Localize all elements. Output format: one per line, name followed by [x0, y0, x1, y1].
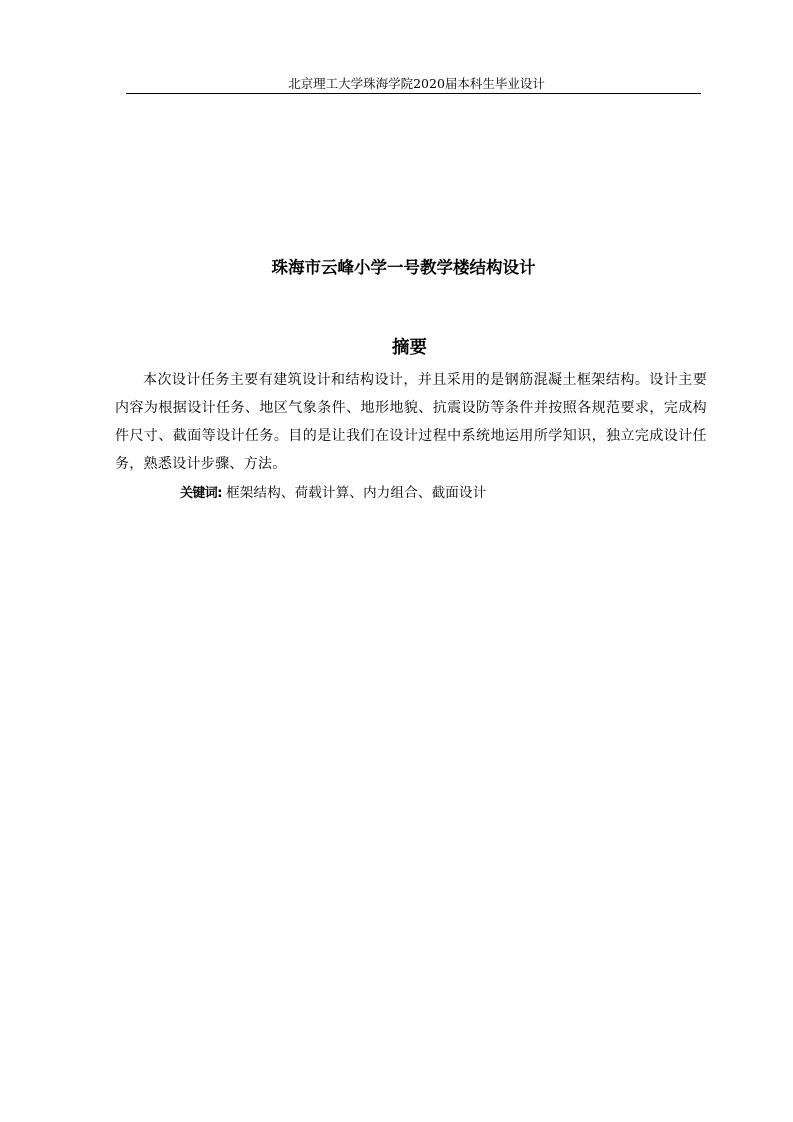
- page-header-text: 北京理工大学珠海学院2020届本科生毕业设计: [288, 76, 545, 91]
- document-title: 珠海市云峰小学一号教学楼结构设计: [271, 258, 536, 277]
- keywords-label: 关键词:: [180, 486, 222, 501]
- keywords-value: 框架结构、荷载计算、内力组合、截面设计: [226, 485, 487, 501]
- abstract-heading: 摘要: [392, 338, 427, 358]
- keywords-line: [180, 482, 700, 505]
- abstract-body: 本次设计任务主要有建筑设计和结构设计，并且采用的是钢筋混凝土框架结构。设计主要内容为根据设计任务、地区气象条件、地形地貌、抗震设防等条件并按照各规范要求，完成构件尺寸、截面等设计任务。目的是让我们在设计过程中系统地运用所学知识，独立完成设计任务，熟悉设计步骤、方法。: [115, 372, 707, 472]
- page-header: [126, 76, 701, 94]
